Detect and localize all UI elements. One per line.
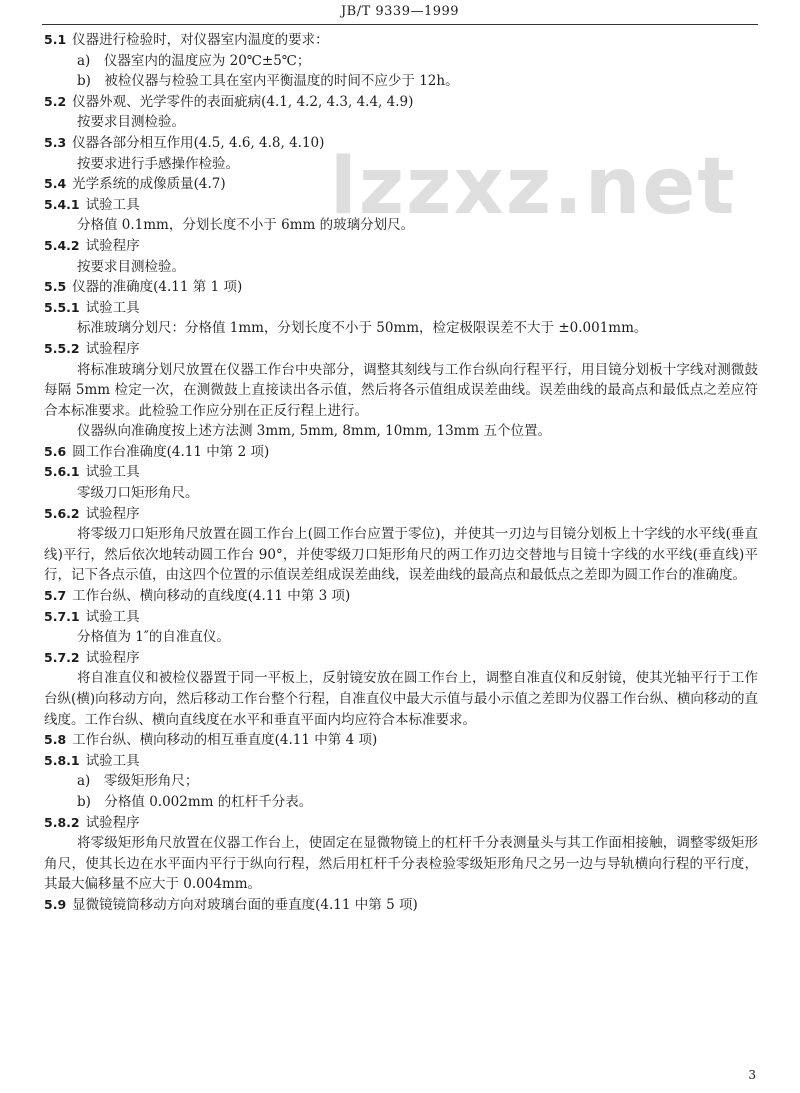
clause-number: 5.8.1 xyxy=(44,752,80,768)
clause-text: a) 仪器室内的温度应为 20℃±5℃； xyxy=(77,52,311,69)
clause-line xyxy=(44,771,758,792)
clause-line xyxy=(44,895,758,916)
document-body xyxy=(44,30,758,916)
clause-text: 仪器进行检验时，对仪器室内温度的要求： xyxy=(72,32,329,48)
clause-text: 试验程序 xyxy=(85,505,140,522)
clause-text: 分格值 0.1mm，分划长度不小于 6mm 的玻璃分划尺。 xyxy=(77,217,415,234)
clause-text: 工作台纵、横向移动的相互垂直度(4.11 中第 4 项) xyxy=(72,732,378,749)
clause-line xyxy=(44,298,758,319)
clause-line xyxy=(44,71,758,92)
clause-text: 光学系统的成像质量(4.7) xyxy=(72,176,226,193)
clause-number: 5.5.2 xyxy=(44,340,80,356)
page-number: 3 xyxy=(748,1068,756,1082)
clause-text: 试验程序 xyxy=(85,340,140,357)
clause-line xyxy=(44,648,758,669)
clause-number: 5.6.1 xyxy=(44,464,80,480)
clause-text: 圆工作台准确度(4.11 中第 2 项) xyxy=(72,443,270,460)
clause-text: 试验程序 xyxy=(85,649,140,666)
clause-line xyxy=(44,236,758,257)
clause-text: 仪器各部分相互作用(4.5, 4.6, 4.8, 4.10) xyxy=(72,134,325,151)
clause-text: 仪器外观、光学零件的表面疵病(4.1, 4.2, 4.3, 4.4, 4.9) xyxy=(72,93,414,110)
clause-text: 试验工具 xyxy=(85,299,140,316)
clause-number: 5.6.2 xyxy=(44,505,80,521)
clause-text: 按要求目测检验。 xyxy=(77,114,185,131)
clause-text: 试验工具 xyxy=(85,196,140,213)
clause-number: 5.5 xyxy=(44,279,67,295)
clause-line xyxy=(44,30,758,51)
clause-line xyxy=(44,442,758,463)
clause-text: 工作台纵、横向移动的直线度(4.11 中第 3 项) xyxy=(72,588,351,605)
clause-number: 5.9 xyxy=(44,896,67,912)
clause-line xyxy=(44,730,758,751)
clause-line xyxy=(44,627,758,648)
clause-line xyxy=(44,133,758,154)
clause-text: 显微镜镜筒移动方向对玻璃台面的垂直度(4.11 中第 5 项) xyxy=(72,896,418,913)
clause-line xyxy=(44,586,758,607)
clause-text: a) 零级矩形角尺； xyxy=(77,773,199,790)
clause-line xyxy=(44,277,758,298)
clause-number: 5.5.1 xyxy=(44,299,80,315)
clause-number: 5.2 xyxy=(44,93,67,109)
clause-line xyxy=(44,504,758,525)
clause-line xyxy=(44,792,758,813)
clause-line xyxy=(44,483,758,504)
clause-line xyxy=(44,92,758,113)
paragraph: 将标准玻璃分划尺放置在仪器工作台中央部分，调整其刻线与工作台纵向行程平行，用目镜分划板十字线对测微鼓每隔 5mm 检定一次，在测微鼓上直接读出各示值，然后将各示值组成误差曲线。误差曲线的最高点和最低点之差应符合本标准要求。此检验工作应分别在正反行程上进行。 xyxy=(44,361,758,419)
clause-line xyxy=(44,813,758,834)
clause-text: 试验程序 xyxy=(85,814,140,831)
header-rule xyxy=(42,24,758,25)
clause-number: 5.7.1 xyxy=(44,608,80,624)
clause-number: 5.7 xyxy=(44,588,67,604)
clause-line xyxy=(44,257,758,278)
clause-line xyxy=(44,318,758,339)
clause-line xyxy=(44,51,758,72)
clause-line xyxy=(44,339,758,360)
clause-text: 按要求目测检验。 xyxy=(77,258,185,275)
clause-text: 试验工具 xyxy=(85,464,140,481)
clause-line xyxy=(44,174,758,195)
clause-number: 5.4 xyxy=(44,176,67,192)
clause-number: 5.7.2 xyxy=(44,649,80,665)
clause-number: 5.8.2 xyxy=(44,814,80,830)
clause-text: 标准玻璃分划尺：分格值 1mm，分划长度不小于 50mm，检定极限误差不大于 ±0.001mm。 xyxy=(77,320,648,337)
clause-line xyxy=(44,112,758,133)
clause-number: 5.8 xyxy=(44,732,67,748)
standard-code-header: JB/T 9339—1999 xyxy=(340,4,460,19)
paragraph: 将自准直仪和被检仪器置于同一平板上，反射镜安放在圆工作台上，调整自准直仪和反射镜，使其光轴平行于工作台纵(横)向移动方向，然后移动工作台整个行程，自准直仪中最大示值与最小示值之差即为仪器工作台纵、横向移动的直线度。工作台纵、横向直线度在水平和垂直平面内均应符合本标准要求。 xyxy=(44,670,758,728)
clause-line xyxy=(44,751,758,772)
clause-line xyxy=(44,154,758,175)
clause-line xyxy=(44,195,758,216)
clause-text: 分格值为 1″的自准直仪。 xyxy=(77,629,230,646)
clause-number: 5.4.2 xyxy=(44,237,80,253)
clause-text: 零级刀口矩形角尺。 xyxy=(77,485,199,502)
clause-text: 试验工具 xyxy=(85,752,140,769)
clause-text: 试验程序 xyxy=(85,237,140,254)
clause-number: 5.4.1 xyxy=(44,196,80,212)
clause-number: 5.1 xyxy=(44,32,67,47)
clause-line xyxy=(44,462,758,483)
paragraph: 将零级矩形角尺放置在仪器工作台上，使固定在显微物镜上的杠杆千分表测量头与其工作面相接触，调整零级矩形角尺，使其长边在水平面内平行于纵向行程，然后用杠杆千分表检验零级矩形角尺之另一边与导轨横向行程的平行度，其最大偏移量不应大于 0.004mm。 xyxy=(44,835,758,893)
clause-text: b) 分格值 0.002mm 的杠杆千分表。 xyxy=(77,793,313,810)
clause-line xyxy=(44,607,758,628)
clause-text: 仪器的准确度(4.11 第 1 项) xyxy=(72,279,243,296)
paragraph: 将零级刀口矩形角尺放置在圆工作台上(圆工作台应置于零位)，并使其一刃边与目镜分划板上十字线的水平线(垂直线)平行，然后依次地转动圆工作台 90°，并使零级刀口矩形角尺的两工作刃边交替地与目镜十字线的水平线(垂直线)平行，记下各点示值，由这四个位置的示值误差组成误差曲线，误差曲线的最高点和最低点之差即为圆工作台的准确度。 xyxy=(44,526,758,584)
clause-number: 5.3 xyxy=(44,134,67,150)
clause-text: 试验工具 xyxy=(85,608,140,625)
clause-line xyxy=(44,215,758,236)
clause-text: 按要求进行手感操作检验。 xyxy=(77,155,239,172)
clause-text: b) 被检仪器与检验工具在室内平衡温度的时间不应少于 12h。 xyxy=(77,73,459,90)
paragraph: 仪器纵向准确度按上述方法测 3mm, 5mm, 8mm, 10mm, 13mm 五个位置。 xyxy=(77,423,552,440)
clause-number: 5.6 xyxy=(44,443,67,459)
watermark: lzzxz.net xyxy=(330,142,737,232)
